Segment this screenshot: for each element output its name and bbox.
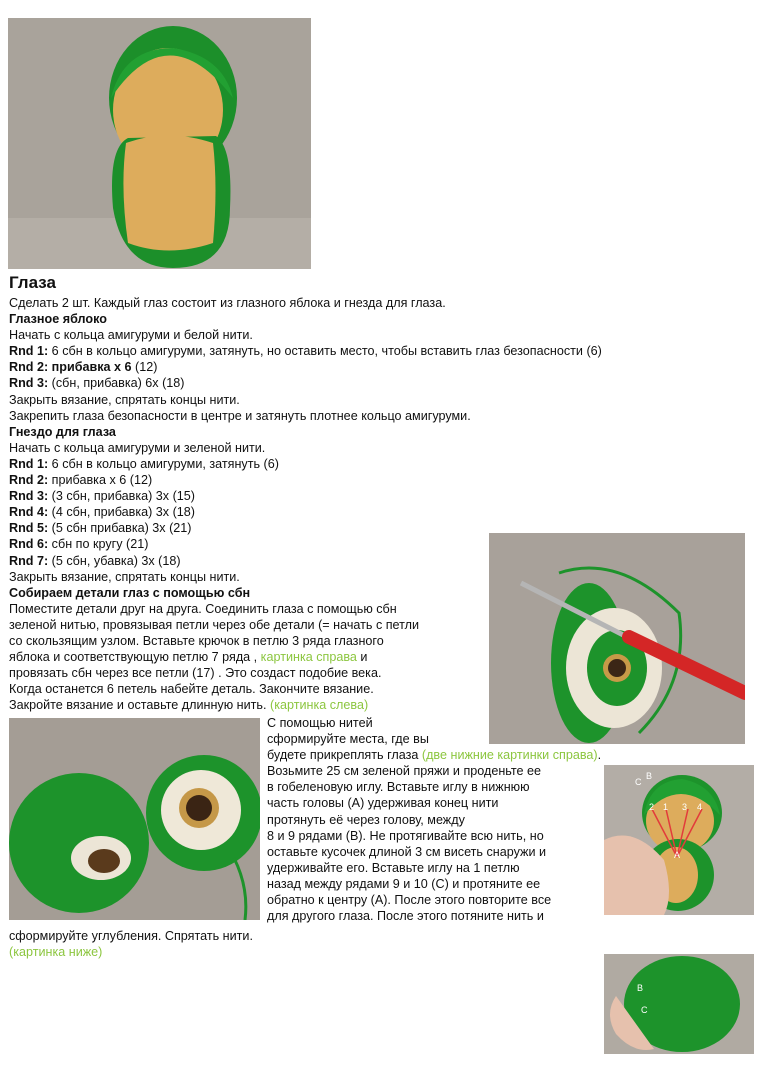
shaping-line-1: С помощью нитей: [267, 716, 373, 730]
socket-rnd-5: Rnd 5: (5 сбн прибавка) 3х (21): [9, 521, 192, 536]
shaping-line-8: 8 и 9 рядами (B). Не протягивайте всю нить, но: [267, 828, 544, 843]
eyeball-heading: Глазное яблоко: [9, 312, 107, 327]
link-two-bottom-pictures: (две нижние картинки справа): [418, 748, 598, 763]
socket-rnd-3: Rnd 3: (3 сбн, прибавка) 3х (15): [9, 489, 196, 504]
link-picture-left: (картинка слева): [266, 698, 369, 713]
shaping-line-4: Возьмите 25 см зеленой пряжи и проденьте ее: [267, 764, 542, 779]
socket-start: Начать с кольца амигуруми и зеленой нити.: [9, 440, 266, 455]
photo-doll-body: [8, 18, 311, 269]
photo-label-2: 2: [649, 802, 655, 812]
section-title: Глаза: [9, 273, 56, 292]
photo-label-4: 4: [697, 802, 703, 812]
eyeball-rnd-3: Rnd 3: (сбн, прибавка) 6х (18): [9, 376, 185, 391]
socket-rnd-4: Rnd 4: (4 сбн, прибавка) 3х (18): [9, 505, 196, 520]
eyeball-start: Начать с кольца амигуруми и белой нити.: [9, 328, 253, 343]
socket-close: Закрыть вязание, спрятать концы нити.: [9, 569, 240, 584]
shaping-line-7: протянуть её через голову, между: [267, 812, 465, 827]
shaping-line-3: будете прикреплять глаза (две нижние картинки справа).: [267, 748, 602, 763]
photo-eyes: [9, 718, 260, 920]
shaping-line-2: сформируйте места, где вы: [267, 732, 429, 747]
assembly-line-6: Когда останется 6 петель набейте деталь. Закончите вязание.: [9, 682, 374, 697]
photo-label-1: 1: [663, 802, 669, 812]
photo-label-3: 3: [682, 802, 688, 812]
shaping-line-9: оставьте кусочек длиной 3 см висеть снаружи и: [267, 844, 547, 859]
socket-heading: Гнездо для глаза: [9, 424, 116, 439]
photo-bottom-label-b: B: [637, 983, 644, 993]
assembly-line-4: яблока и соответствующую петлю 7 ряда , картинка справа и: [9, 650, 368, 665]
socket-rnd-2: Rnd 2: прибавка х 6 (12): [9, 473, 153, 488]
assembly-line-2: зеленой нитью, провязывая петли через обе детали (= начать с петли: [9, 617, 420, 632]
photo-head-marked: [604, 954, 754, 1054]
photo-label-a: A: [674, 850, 681, 860]
socket-rnd-1: Rnd 1: 6 сбн в кольцо амигуруми, затянуть (6): [9, 456, 279, 471]
shaping-line-5: в гобеленовую иглу. Вставьте иглу в нижнюю: [267, 780, 530, 795]
shaping-line-6: часть головы (А) удерживая конец нити: [267, 796, 499, 811]
link-picture-below: (картинка ниже): [9, 945, 103, 960]
photo-label-b: B: [646, 771, 653, 781]
eyeball-fix: Закрепить глаза безопасности в центре и затянуть плотнее кольцо амигуруми.: [9, 408, 471, 423]
eyeball-close: Закрыть вязание, спрятать концы нити.: [9, 392, 240, 407]
assembly-heading: Собираем детали глаз с помощью сбн: [9, 585, 251, 600]
photo-label-c: C: [635, 777, 642, 787]
link-picture-right: картинка справа: [257, 650, 357, 665]
assembly-line-5: провязать сбн через все петли (17) . Это создаст подобие века.: [9, 666, 382, 681]
eyeball-rnd-1: Rnd 1: 6 сбн в кольцо амигуруми, затянуть, но оставить место, чтобы вставить глаз безопасности (6): [9, 344, 602, 359]
shaping-line-11: назад между рядами 9 и 10 (С) и протяните ее: [267, 876, 541, 891]
photo-bottom-label-c: C: [641, 1005, 648, 1015]
shaping-line-10: удерживайте его. Вставьте иглу на 1 петлю: [267, 860, 520, 875]
intro-text: Сделать 2 шт. Каждый глаз состоит из глазного яблока и гнезда для глаза.: [9, 296, 446, 310]
photo-crochet-hook: [489, 533, 745, 744]
shaping-line-12: обратно к центру (А). После этого повторите все: [267, 893, 552, 908]
shaping-line-13: для другого глаза. После этого потяните нить и: [267, 909, 544, 924]
socket-rnd-6: Rnd 6: сбн по кругу (21): [9, 537, 149, 552]
assembly-line-1: Поместите детали друг на друга. Соединить глаза с помощью сбн: [9, 601, 397, 616]
socket-rnd-7: Rnd 7: (5 сбн, убавка) 3х (18): [9, 553, 181, 568]
shaping-line-14: сформируйте углубления. Спрятать нити.: [9, 929, 253, 943]
eyeball-rnd-2: Rnd 2: прибавка х 6 (12): [9, 360, 158, 375]
assembly-line-3: со скользящим узлом. Вставьте крючок в петлю 3 ряда глазного: [9, 633, 384, 648]
photo-doll-marked: [604, 765, 754, 915]
assembly-line-7: Закройте вязание и оставьте длинную нить. (картинка слева): [9, 698, 369, 713]
